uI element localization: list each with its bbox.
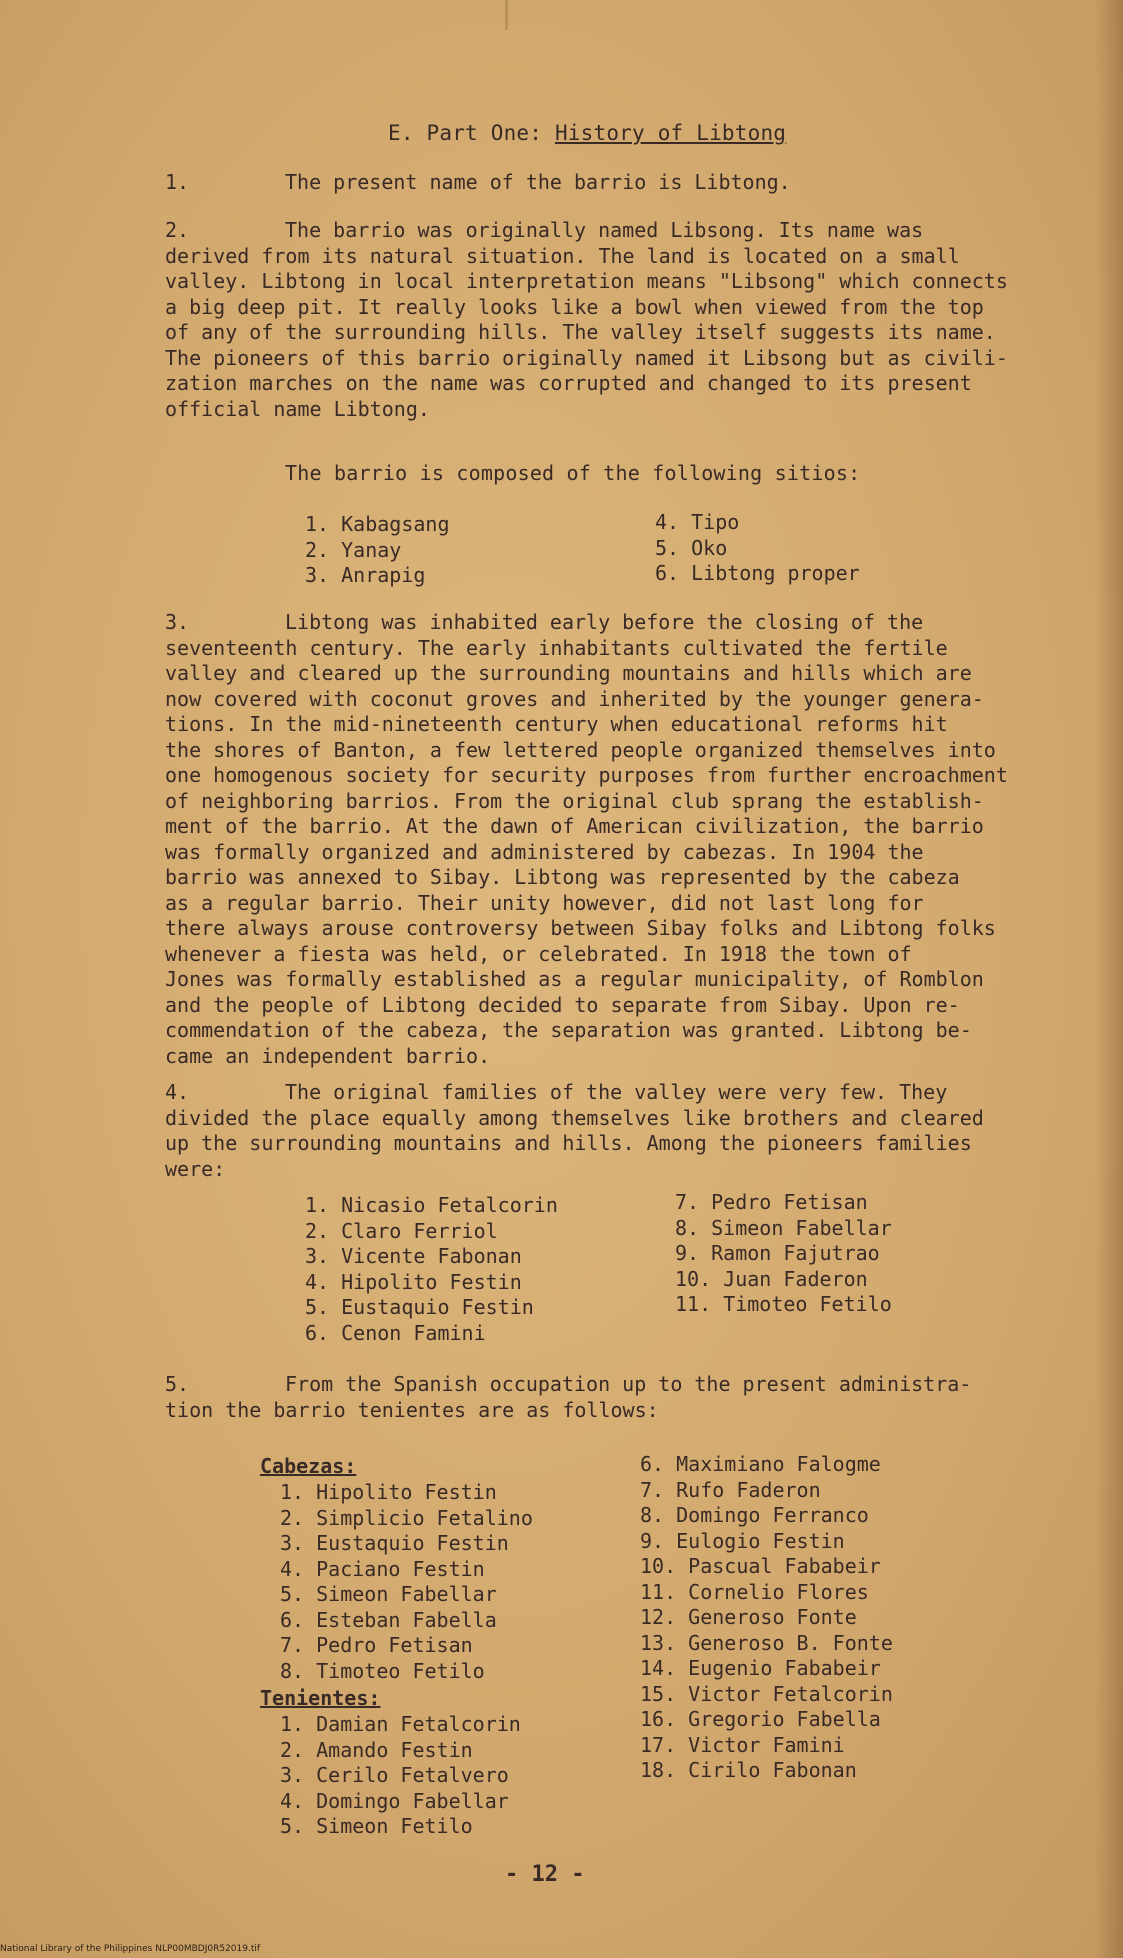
paragraph-2 (165, 218, 1065, 422)
tenientes-label: Tenientes: (260, 1686, 381, 1710)
sitios-list-right (655, 510, 860, 587)
list-item: 1. Kabagsang (305, 512, 450, 536)
paragraph-line: the shores of Banton, a few lettered people organized themselves into (165, 737, 996, 762)
list-item: 18. Cirilo Fabonan (640, 1758, 857, 1782)
list-item: 3. Anrapig (305, 563, 426, 587)
paragraph-number: 4. (165, 1080, 190, 1104)
paragraph-line: Jones was formally established as a regular municipality, of Romblon (165, 967, 984, 991)
paragraph-3 (165, 610, 1065, 1069)
list-item: 4. Domingo Fabellar (280, 1788, 509, 1813)
paragraph-line: came an independent barrio. (165, 1043, 491, 1068)
families-list-left (305, 1193, 558, 1346)
paragraph-line: were: (165, 1156, 226, 1181)
list-item: 1. Damian Fetalcorin (280, 1712, 521, 1736)
sitios-intro: The barrio is composed of the following sitios: (285, 461, 861, 485)
list-item: 13. Generoso B. Fonte (640, 1630, 893, 1655)
list-item: 5. Simeon Fetilo (280, 1814, 473, 1838)
cabezas-label: Cabezas: (260, 1454, 357, 1478)
list-item: 5. Simeon Fabellar (280, 1582, 497, 1606)
list-item: 7. Rufo Faderon (640, 1477, 821, 1502)
list-item: 3. Vicente Fabonan (305, 1244, 522, 1268)
page-number: - 12 - (505, 1862, 585, 1887)
list-item: 9. Eulogio Festin (640, 1528, 845, 1553)
paragraph-line: tion the barrio tenientes are as follows: (165, 1397, 659, 1422)
tenientes-list (280, 1712, 521, 1840)
paragraph-line: ment of the barrio. At the dawn of American civilization, the barrio (165, 814, 984, 838)
paragraph-line: as a regular barrio. Their unity however, did not last long for (165, 890, 924, 915)
paragraph-number: 5. (165, 1372, 190, 1396)
paragraph-5 (165, 1372, 1065, 1423)
paragraph-line: The original families of the valley were very few. They (285, 1080, 948, 1104)
list-item: 9. Ramon Fajutrao (675, 1241, 880, 1265)
paragraph-line: was formally organized and administered by cabezas. In 1904 the (165, 839, 924, 864)
list-item: 15. Victor Fetalcorin (640, 1681, 893, 1706)
list-item: 8. Simeon Fabellar (675, 1215, 892, 1240)
paragraph-line: From the Spanish occupation up to the present administra- (285, 1372, 972, 1396)
paragraph-line: derived from its natural situation. The land is located on a small (165, 243, 960, 268)
paragraph-line: The pioneers of this barrio originally named it Libsong but as civili- (165, 345, 1008, 370)
cabezas-list (280, 1480, 533, 1684)
list-item: 4. Paciano Festin (280, 1556, 485, 1581)
list-item: 11. Timoteo Fetilo (675, 1292, 892, 1316)
paragraph-line: one homogenous society for security purposes from further encroachment (165, 763, 1008, 787)
paragraph-line: Libtong was inhabited early before the closing of the (285, 610, 924, 634)
list-item: 6. Cenon Famini (305, 1320, 486, 1345)
paragraph-1 (165, 170, 1065, 196)
list-item: 5. Eustaquio Festin (305, 1295, 534, 1319)
list-item: 10. Pascual Fababeir (640, 1554, 881, 1578)
paragraph-line: barrio was annexed to Sibay. Libtong was represented by the cabeza (165, 865, 960, 889)
paragraph-line: there always arouse controversy between Sibay folks and Libtong folks (165, 916, 996, 940)
paragraph-line: and the people of Libtong decided to separate from Sibay. Upon re- (165, 992, 960, 1017)
list-item: 6. Esteban Fabella (280, 1607, 497, 1632)
paragraph-line: valley. Libtong in local interpretation means "Libsong" which connects (165, 269, 1008, 293)
page-fold-mark (505, 0, 508, 30)
list-item: 16. Gregorio Fabella (640, 1707, 881, 1731)
list-item: 4. Tipo (655, 510, 740, 534)
paragraph-line: valley and cleared up the surrounding mountains and hills which are (165, 661, 972, 685)
list-item: 3. Cerilo Fetalvero (280, 1763, 509, 1787)
paragraph-line: The barrio was originally named Libsong. Its name was (285, 218, 924, 242)
list-item: 1. Nicasio Fetalcorin (305, 1193, 558, 1217)
heading-title: History of Libtong (554, 121, 787, 145)
list-item: 7. Pedro Fetisan (675, 1190, 868, 1214)
paragraph-line: divided the place equally among themselves like brothers and cleared (165, 1105, 984, 1130)
sitios-list-left (305, 512, 450, 589)
list-item: 7. Pedro Fetisan (280, 1633, 473, 1657)
list-item: 10. Juan Faderon (675, 1266, 868, 1291)
paragraph-line: whenever a fiesta was held, or celebrated. In 1918 the town of (165, 941, 912, 966)
list-item: 5. Oko (655, 535, 728, 560)
list-item: 2. Yanay (305, 537, 402, 562)
list-item: 8. Timoteo Fetilo (280, 1658, 485, 1683)
list-item: 6. Maximiano Falogme (640, 1452, 881, 1476)
paragraph-text: The present name of the barrio is Libtong. (285, 170, 791, 194)
list-item: 1. Hipolito Festin (280, 1480, 497, 1504)
list-item: 11. Cornelio Flores (640, 1579, 869, 1604)
paragraph-line: now covered with coconut groves and inherited by the younger genera- (165, 686, 984, 711)
list-item: 2. Claro Ferriol (305, 1218, 498, 1243)
paragraph-line: commendation of the cabeza, the separation was granted. Libtong be- (165, 1018, 972, 1042)
paragraph-number: 3. (165, 610, 190, 634)
paragraph-line: tions. In the mid-nineteenth century when educational reforms hit (165, 712, 948, 736)
list-item: 6. Libtong proper (655, 561, 860, 585)
scan-footer: National Library of the Philippines NLP00MBDJ0R52019.tif (0, 1944, 261, 1954)
paragraph-number: 2. (165, 218, 190, 242)
families-list-right (675, 1190, 892, 1318)
page-edge-shadow (1095, 0, 1123, 1958)
heading-prefix: E. Part One: (388, 121, 543, 145)
list-item: 2. Simplicio Fetalino (280, 1505, 533, 1530)
section-heading (388, 120, 786, 146)
list-item: 17. Victor Famini (640, 1732, 845, 1757)
list-item: 4. Hipolito Festin (305, 1269, 522, 1294)
paragraph-number: 1. (165, 170, 190, 194)
list-item: 14. Eugenio Fababeir (640, 1656, 881, 1680)
list-item: 12. Generoso Fonte (640, 1605, 857, 1629)
list-item: 2. Amando Festin (280, 1737, 473, 1762)
paragraph-line: official name Libtong. (165, 396, 430, 421)
paragraph-line: up the surrounding mountains and hills. Among the pioneers families (165, 1131, 972, 1155)
paragraph-line: of neighboring barrios. From the original club sprang the establish- (165, 788, 984, 813)
paragraph-4 (165, 1080, 1065, 1182)
list-item: 3. Eustaquio Festin (280, 1531, 509, 1555)
paragraph-line: a big deep pit. It really looks like a bowl when viewed from the top (165, 294, 984, 319)
officials-list-right (640, 1452, 893, 1784)
paragraph-line: zation marches on the name was corrupted and changed to its present (165, 371, 972, 395)
list-item: 8. Domingo Ferranco (640, 1503, 869, 1527)
paragraph-line: seventeenth century. The early inhabitants cultivated the fertile (165, 635, 948, 660)
paragraph-line: of any of the surrounding hills. The valley itself suggests its name. (165, 320, 996, 344)
